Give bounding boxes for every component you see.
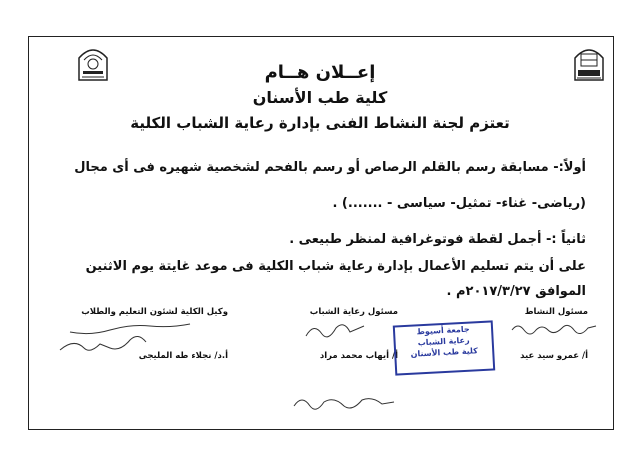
stamp-university: جامعة أسيوط xyxy=(416,324,470,337)
handwritten-signature-2 xyxy=(300,318,370,344)
announcement-heading: إعــلان هــام xyxy=(264,62,376,83)
body-line-second-competition: ثانياً :- أجمل لقطة فوتوغرافية لمنظر طبيعى . xyxy=(289,232,586,247)
handwritten-signature-3 xyxy=(50,318,200,358)
signature-name-vice-dean: أ.د/ نجلاء طه المليجى xyxy=(138,351,228,361)
handwritten-signature-4 xyxy=(290,392,400,416)
intro-line: تعتزم لجنة النشاط الفنى بإدارة رعاية الشباب الكلية xyxy=(130,114,510,132)
college-name: كلية طب الأسنان xyxy=(252,88,388,107)
handwritten-signature-1 xyxy=(508,318,600,338)
signature-title-vice-dean: وكيل الكلية لشئون التعليم والطلاب xyxy=(81,307,228,317)
body-line-categories: (رياضى- غناء- تمثيل- سياسى - .......) . xyxy=(332,196,586,211)
official-stamp xyxy=(393,320,495,375)
body-line-date: الموافق ٢٠١٧/٣/٢٧م . xyxy=(446,284,586,299)
signature-name-activity-officer: أ/ عمرو سيد عيد xyxy=(520,351,588,361)
body-line-submission: على أن يتم تسليم الأعمال بإدارة رعاية شباب الكلية فى موعد غايتة يوم الاثنين xyxy=(85,259,586,274)
signature-name-youth-care-officer: أ/ أيهاب محمد مراد xyxy=(319,351,398,361)
stamp-youth-care: رعاية الشباب xyxy=(417,335,470,348)
signature-title-youth-care-officer: مسئول رعاية الشباب xyxy=(309,307,398,317)
body-line-first-competition: أولاً:- مسابقة رسم بالقلم الرصاص أو رسم بالفحم لشخصية شهيره فى أى مجال xyxy=(74,160,586,175)
stamp-college: كلية طب الأسنان xyxy=(410,346,479,359)
signature-title-activity-officer: مسئول النشاط xyxy=(524,307,588,317)
